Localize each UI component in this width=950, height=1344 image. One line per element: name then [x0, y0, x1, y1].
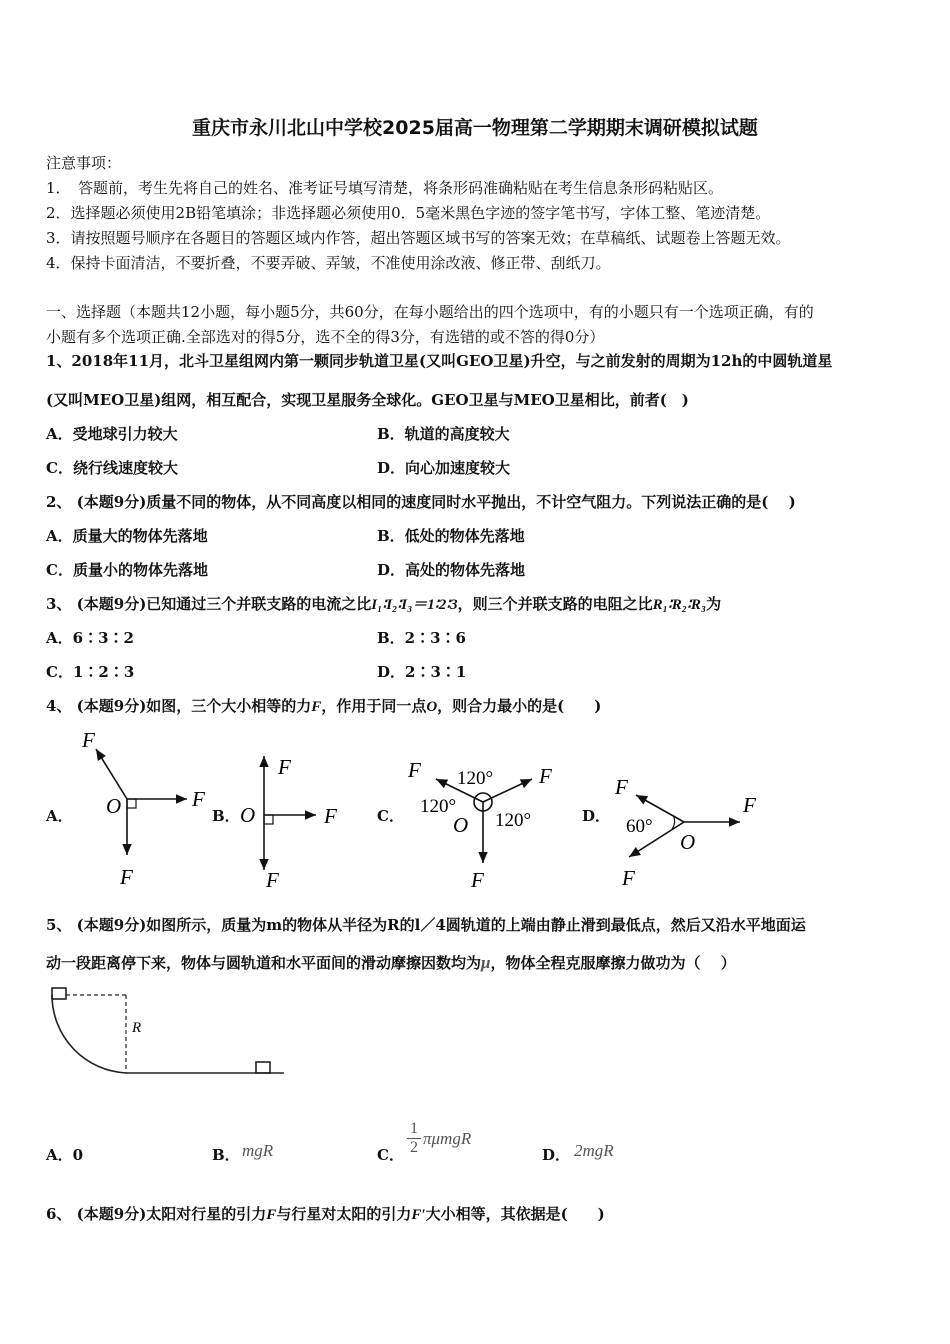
- q5-option-b-value: mgR: [242, 1141, 274, 1160]
- q3-current-ratio: I₁∶I₂∶I₃＝1∶2∶3: [371, 597, 458, 613]
- q3-option-b: B．2∶3∶6: [377, 629, 466, 647]
- q4-figure-d: [610, 770, 770, 895]
- q4-stem: [46, 695, 601, 716]
- q4-figure-a: [70, 725, 210, 895]
- notice-heading: 注意事项：: [46, 154, 122, 172]
- q5-option-d-value: 2mgR: [574, 1141, 614, 1160]
- q5-mu: μ: [481, 953, 491, 972]
- q3-resistance-ratio: R₁∶R₂∶R₃: [652, 597, 707, 613]
- force-label: F: [408, 758, 421, 782]
- point-label: O: [240, 803, 256, 827]
- angle-label: 120°: [420, 796, 457, 817]
- notice-item-3: 3．请按照题号顺序在各题目的答题区域内作答，超出答题区域书写的答案无效；在草稿纸、试题卷上答题无效。: [46, 229, 791, 247]
- q6-stem: [46, 1203, 605, 1224]
- q1-line-1: 1、2018年11月，北斗卫星组网内第一颗同步轨道卫星(又叫GEO卫星)升空，与之前发射的周期为12h的中圆轨道星: [46, 352, 833, 370]
- notice-item-2: 2．选择题必须使用2B铅笔填涂；非选择题必须使用0．5毫米黑色字迹的签字笔书写，字体工整、笔迹清楚。: [46, 204, 771, 222]
- force-label: F: [82, 728, 95, 752]
- q5-option-a: [46, 1144, 83, 1165]
- angle-label: 60°: [626, 816, 653, 837]
- force-label: F: [743, 793, 756, 817]
- right-angle-mark: [264, 815, 273, 824]
- q5-fraction-numerator: 1: [410, 1120, 418, 1137]
- q6-force-prime: F′: [411, 1207, 426, 1223]
- point-label: O: [453, 813, 469, 837]
- q5-option-a-label: A．: [46, 1146, 73, 1164]
- q3-stem-c: 为: [706, 595, 722, 613]
- page-title: 重庆市永川北山中学校2025届高一物理第二学期期末调研模拟试题: [192, 117, 758, 139]
- force-label: F: [615, 775, 628, 799]
- force-label: F: [471, 868, 484, 892]
- q4-stem-c: ，则合力最小的是( ): [437, 697, 602, 715]
- q1-option-a: A．受地球引力较大: [46, 425, 178, 443]
- force-label: F: [120, 865, 133, 889]
- angle-arc: [672, 815, 675, 829]
- q5-option-b-label: B．: [212, 1146, 240, 1164]
- q2-option-a: A．质量大的物体先落地: [46, 527, 208, 545]
- q2-option-d: D．高处的物体先落地: [377, 561, 526, 579]
- force-label: F: [192, 787, 205, 811]
- q3-stem: [46, 593, 721, 614]
- force-arrow: [96, 749, 127, 799]
- point-label: O: [106, 794, 122, 818]
- q5-line-1: 5、 (本题9分)如图所示，质量为m的物体从半径为R的l／4圆轨道的上端由静止滑到最低点，然后又沿水平地面运: [46, 916, 806, 934]
- q4-stem-b: ，作用于同一点: [321, 697, 427, 715]
- force-label: F: [266, 868, 279, 892]
- q3-option-a: A．6∶3∶2: [46, 629, 134, 647]
- force-label: F: [278, 755, 291, 779]
- block-bottom: [256, 1062, 270, 1073]
- angle-label: 120°: [495, 810, 532, 831]
- q5-line-2b: ，物体全程克服摩擦力做功为（ ）: [490, 954, 736, 972]
- q4-stem-a: 4、 (本题9分)如图，三个大小相等的力: [46, 697, 312, 715]
- q4-stem-force: F: [311, 699, 322, 715]
- q5-option-c-label: C．: [377, 1146, 404, 1164]
- q5-option-c-value: πμmgR: [423, 1129, 472, 1148]
- right-angle-mark: [127, 799, 136, 808]
- q5-line-2a: 动一段距离停下来，物体与圆轨道和水平面间的滑动摩擦因数均为: [46, 954, 482, 972]
- q5-figure: [46, 985, 296, 1085]
- notice-item-1: 1． 答题前，考生先将自己的姓名、准考证号填写清楚，将条形码准确粘贴在考生信息条形码粘贴区。: [46, 179, 724, 197]
- quarter-circle-track: [52, 995, 126, 1073]
- q5-fraction-denominator: 2: [407, 1138, 421, 1157]
- q3-option-d: D．2∶3∶1: [377, 663, 467, 681]
- q4-option-b-label: B．: [212, 807, 240, 825]
- q1-option-c: C．绕行线速度较大: [46, 459, 178, 477]
- q6-stem-a: 6、 (本题9分)太阳对行星的引力: [46, 1205, 267, 1223]
- q4-stem-point: O: [426, 699, 438, 715]
- q1-option-d: D．向心加速度较大: [377, 459, 511, 477]
- q4-option-c-label: C．: [377, 807, 404, 825]
- angle-label: 120°: [457, 768, 494, 789]
- q4-figure-b: [230, 750, 360, 895]
- q3-stem-a: 3、 (本题9分)已知通过三个并联支路的电流之比: [46, 595, 372, 613]
- q3-stem-b: ，则三个并联支路的电阻之比: [457, 595, 653, 613]
- section-line-1: 一、选择题（本题共12小题，每小题5分，共60分，在每小题给出的四个选项中，有的小题只有一个选项正确，有的: [46, 303, 814, 321]
- q6-stem-b: 与行星对太阳的引力: [276, 1205, 412, 1223]
- q6-stem-c: 大小相等，其依据是( ): [425, 1205, 605, 1223]
- q5-option-d-label: D．: [542, 1146, 571, 1164]
- q2-option-b: B．低处的物体先落地: [377, 527, 525, 545]
- q5-option-a-value: 0: [72, 1146, 84, 1164]
- q5-fraction: [407, 1120, 421, 1157]
- q1-option-b: B．轨道的高度较大: [377, 425, 510, 443]
- q5-line-2: [46, 952, 736, 973]
- q2-option-c: C．质量小的物体先落地: [46, 561, 208, 579]
- q4-option-a-label: A．: [46, 807, 73, 825]
- force-label: F: [324, 804, 337, 828]
- force-label: F: [622, 866, 635, 890]
- radius-label: R: [132, 1020, 142, 1036]
- q4-figure-c: [405, 755, 575, 895]
- q4-option-d-label: D．: [582, 807, 611, 825]
- notice-item-4: 4．保持卡面清洁，不要折叠，不要弄破、弄皱，不准使用涂改液、修正带、刮纸刀。: [46, 254, 611, 272]
- q3-option-c: C．1∶2∶3: [46, 663, 135, 681]
- point-label: O: [680, 830, 696, 854]
- q6-force: F: [266, 1207, 277, 1223]
- block-top: [52, 988, 66, 999]
- q2-stem: 2、 (本题9分)质量不同的物体，从不同高度以相同的速度同时水平抛出，不计空气阻力。下列说法正确的是( ): [46, 493, 796, 511]
- force-label: F: [539, 764, 552, 788]
- q1-line-2: (又叫MEO卫星)组网，相互配合，实现卫星服务全球化。GEO卫星与MEO卫星相比，前者( ): [46, 391, 689, 409]
- section-line-2: 小题有多个选项正确.全部选对的得5分，选不全的得3分，有选错的或不答的得0分）: [46, 328, 605, 346]
